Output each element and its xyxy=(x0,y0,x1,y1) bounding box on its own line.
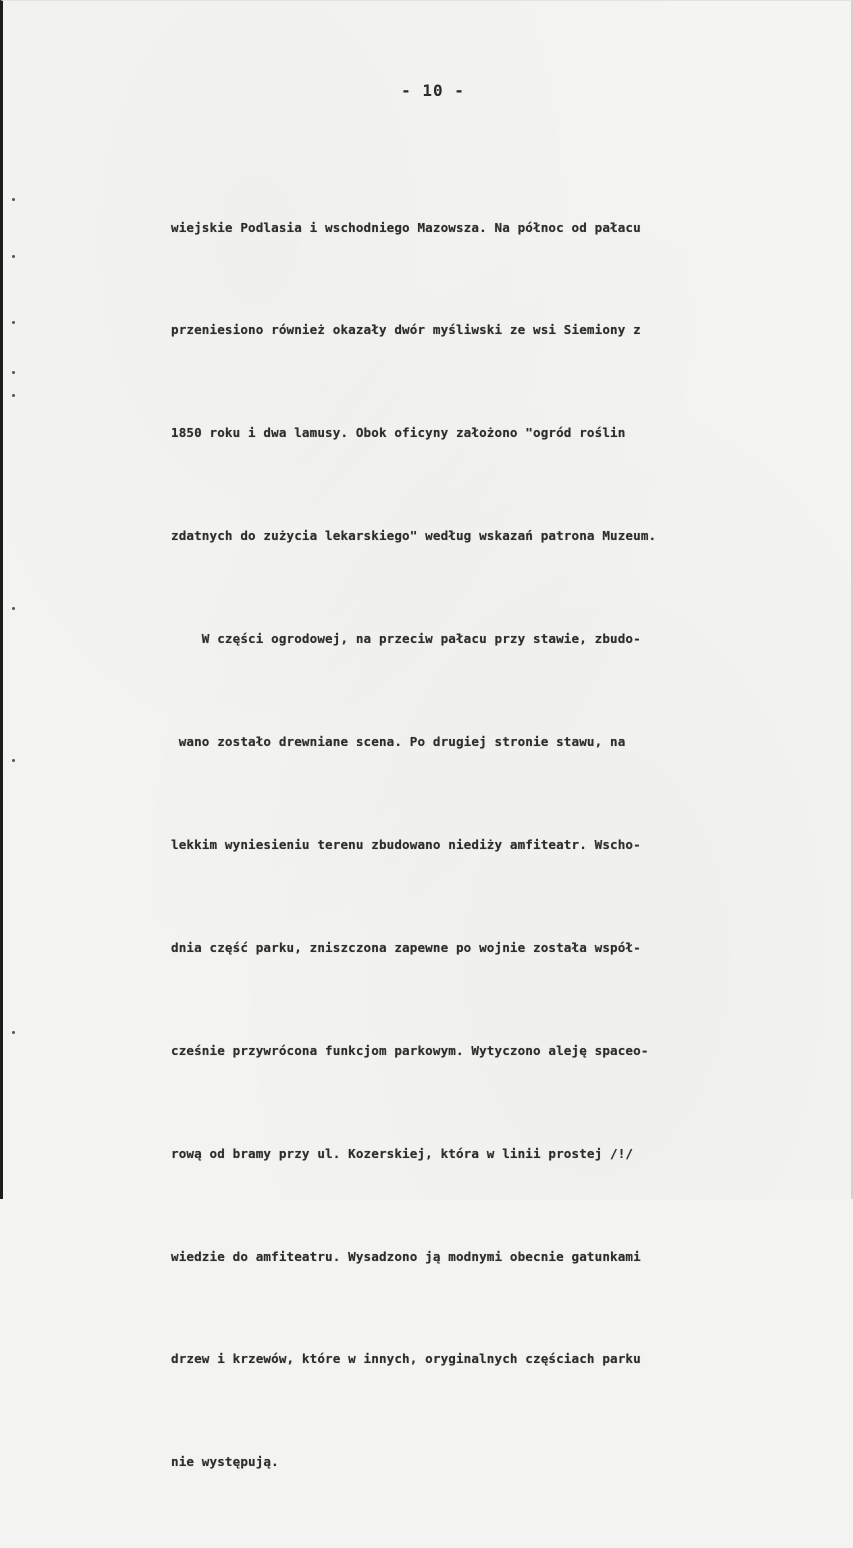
binding-hole-mark xyxy=(12,607,15,610)
binding-hole-mark xyxy=(12,198,15,201)
text-line-8: dnia część parku, zniszczona zapewne po wojnie została współ- xyxy=(171,939,641,955)
binding-hole-mark xyxy=(12,371,15,374)
text-line-13: nie występują. xyxy=(171,1454,279,1470)
binding-hole-mark xyxy=(12,759,15,762)
text-line-1: wiejskie Podlasia i wschodniego Mazowsza. Na północ od pałacu xyxy=(171,219,641,235)
binding-hole-mark xyxy=(12,255,15,258)
text-line-2: przeniesiono również okazały dwór myśliwski ze wsi Siemiony z xyxy=(171,322,641,338)
binding-hole-mark xyxy=(12,321,15,324)
text-line-7: lekkim wyniesieniu terenu zbudowano niediży amfiteatr. Wscho- xyxy=(171,836,641,852)
text-line-3: 1850 roku i dwa lamusy. Obok oficyny założono "ogród roślin xyxy=(171,425,626,441)
text-line-5: W części ogrodowej, na przeciw pałacu przy stawie, zbudo- xyxy=(171,631,641,647)
page-number: - 10 - xyxy=(401,81,465,100)
text-line-9: cześnie przywrócona funkcjom parkowym. Wytyczono aleję spaceo- xyxy=(171,1042,649,1058)
text-line-11: wiedzie do amfiteatru. Wysadzono ją modnymi obecnie gatunkami xyxy=(171,1248,641,1264)
text-line-10: rową od bramy przy ul. Kozerskiej, która w linii prostej /!/ xyxy=(171,1145,634,1161)
text-line-6: wano zostało drewniane scena. Po drugiej stronie stawu, na xyxy=(171,734,626,750)
binding-hole-mark xyxy=(12,1031,15,1034)
binding-hole-mark xyxy=(12,394,15,397)
text-line-4: zdatnych do zużycia lekarskiego" według wskazań patrona Muzeum. xyxy=(171,528,657,544)
text-line-12: drzew i krzewów, które w innych, oryginalnych częściach parku xyxy=(171,1351,641,1367)
typed-text-block xyxy=(171,142,821,1548)
